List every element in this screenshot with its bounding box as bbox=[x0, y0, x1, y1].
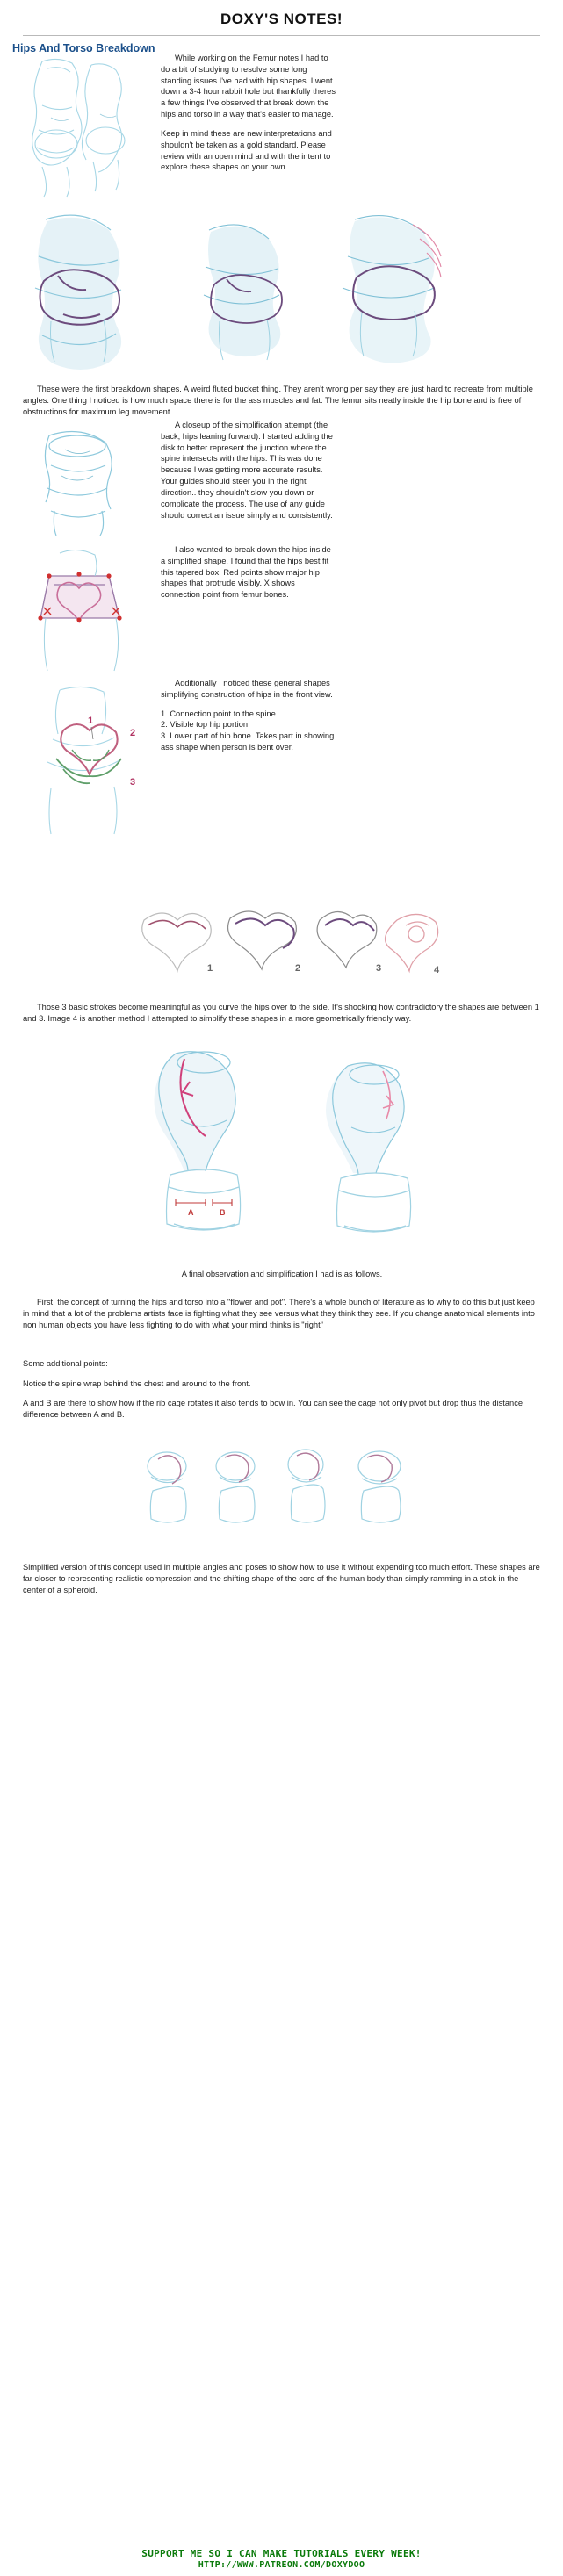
intro-paragraph-2: Keep in mind these are new interpretations and shouldn't be taken as a gold standard. Please review with an open mind and with the intent to explore these shapes on your own. bbox=[161, 128, 332, 172]
label-a: A bbox=[188, 1208, 194, 1217]
figure-front-view bbox=[18, 678, 171, 840]
stroke-label-3: 3 bbox=[376, 963, 382, 974]
caption-closeup: A closeup of the simplification attempt (the back, hips leaning forward). I started adding the disk to better represent the junction where the spine intersects with the hips. This was done because I was getting more accurate results. Your guides should steer you in the right direction.. they shouldn't slow you down or complicate the process. The use of any guide should correct an issue simply and consistently. bbox=[161, 421, 333, 520]
front-view-item-3: 3. Lower part of hip bone. Takes part in showing ass shape when person is bent over. bbox=[161, 731, 335, 752]
figure-flower-pot-right bbox=[299, 1045, 452, 1251]
label-2: 2 bbox=[130, 728, 136, 738]
figure-breakdown-right bbox=[316, 207, 474, 370]
figure-flower-pot-left bbox=[132, 1036, 285, 1256]
figure-strokes-row bbox=[132, 894, 448, 986]
stroke-label-1: 1 bbox=[207, 963, 213, 974]
figure-simplified-multi-angle bbox=[134, 1440, 432, 1536]
stroke-label-4: 4 bbox=[434, 965, 440, 975]
footer-line-1: SUPPORT ME SO I CAN MAKE TUTORIALS EVERY WEEK! bbox=[141, 2547, 422, 2559]
figure-first-breakdown bbox=[16, 53, 148, 202]
caption-simplified-final: Simplified version of this concept used in multiple angles and poses to show how to use it without expending too much effort. These shapes are far closer to representing realistic compression and the shifting shape of the core of the human body than simply ramming in a stick in the center of a spheroid. bbox=[23, 1563, 540, 1595]
front-view-item-1: 1. Connection point to the spine bbox=[161, 709, 276, 718]
additional-points-heading: Some additional points: bbox=[23, 1359, 108, 1369]
caption-flower-and-pot: First, the concept of turning the hips and torso into a "flower and pot". There's a whole bunch of literature as to why to do this but just keep in mind that a lot of the problems artists face is fighting what they see versus what they think they see. If you change anatomical elements into non human objects you have less fighting to do with what your mind thinks is "right" bbox=[23, 1298, 535, 1330]
section-heading: Hips And Torso Breakdown bbox=[12, 42, 155, 54]
caption-additional-points bbox=[23, 1350, 541, 1428]
label-3: 3 bbox=[130, 777, 136, 788]
label-b: B bbox=[220, 1208, 226, 1217]
front-view-item-2: 2. Visible top hip portion bbox=[161, 720, 249, 730]
label-1: 1 bbox=[88, 716, 94, 726]
caption-three-strokes: Those 3 basic strokes become meaningful as you curve the hips over to the side. It's shocking how contradictory the shapes are between 1 and 3. Image 4 is another method I attempted to simplify these shapes in a more geometrically friendly way. bbox=[23, 1003, 539, 1024]
figure-closeup bbox=[19, 420, 151, 538]
figure-simplified-box bbox=[14, 544, 159, 676]
intro-paragraph-1: While working on the Femur notes I had to do a bit of studying to resolve some long standing issues I've had with hip shapes. I went down a 3-4 hour rabbit hole but thankfully theres a few things I've observed that break down the hips and torso in a way that's easier to manage. bbox=[161, 54, 336, 119]
title-divider bbox=[23, 35, 541, 36]
figure-breakdown-middle bbox=[184, 211, 316, 369]
footer-support bbox=[0, 2548, 563, 2571]
caption-first-breakdown: These were the first breakdown shapes. A weird fluted bucket thing. They aren't wrong per say they are just hard to recreate from multiple angles. One thing I noticed is how much space there is for the ass muscles and fat. The femur sits neatly inside the hip bone and is free of obstructions for maximum leg movement. bbox=[23, 385, 533, 417]
footer-line-2[interactable]: HTTP://WWW.PATREON.COM/DOXYDOO bbox=[198, 2559, 365, 2570]
intro-text bbox=[161, 53, 336, 173]
caption-front-view: Additionally I noticed these general shapes simplifying construction of hips in the front view. 1. Connection point to the spine 2. Visible top hip portion 3. Lower part of hip bone. Takes part in showing ass shape when person is bent over. bbox=[161, 678, 336, 753]
stroke-label-2: 2 bbox=[295, 963, 301, 974]
figure-breakdown-left bbox=[12, 204, 170, 371]
additional-point-2: A and B are there to show how if the rib cage rotates it also tends to bow in. You can see the cage not only pivot but drop thus the distance difference between A and B. bbox=[23, 1398, 523, 1419]
caption-simplified: I also wanted to break down the hips inside a simplified shape. I found that the hips best fit this tapered box. Red points show major hip shapes that protrude visibly. X shows connection point from femur bones. bbox=[161, 545, 331, 600]
page-title: DOXY'S NOTES! bbox=[220, 11, 343, 27]
additional-point-1: Notice the spine wrap behind the chest and around to the front. bbox=[23, 1378, 251, 1388]
caption-final-observation: A final observation and simplification I had is as follows. bbox=[181, 1270, 383, 1279]
